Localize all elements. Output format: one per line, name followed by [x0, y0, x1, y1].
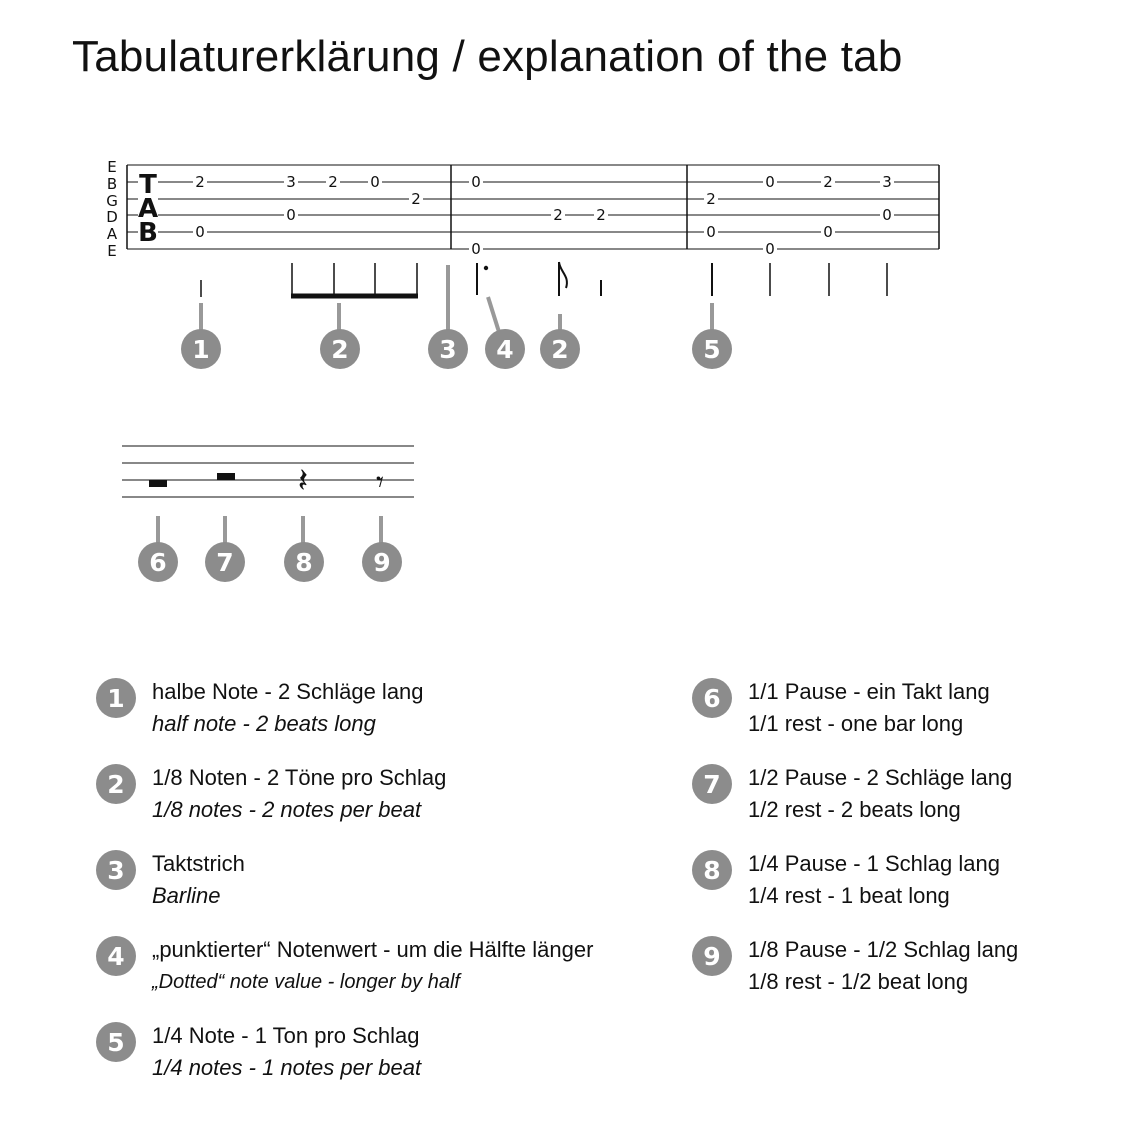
legend-text-de: 1/8 Noten - 2 Töne pro Schlag: [152, 765, 447, 790]
legend-text-en: 1/8 rest - 1/2 beat long: [748, 969, 969, 994]
legend-text-de: „punktierter“ Notenwert - um die Hälfte länger: [152, 937, 594, 962]
eighth-note-flag: [559, 262, 567, 288]
string-labels: [106, 158, 118, 260]
augmentation-dot: [484, 266, 488, 270]
string-label: G: [106, 192, 118, 210]
eighth-rest-icon: 𝄾: [376, 465, 384, 500]
half-rest-icon: [217, 473, 235, 480]
string-label: B: [106, 175, 118, 193]
fret-number: 2: [596, 206, 606, 224]
rest-symbols: [149, 461, 384, 501]
callouts-tab: [181, 329, 732, 369]
callout-number: 8: [295, 548, 313, 577]
rest-staff: [122, 446, 414, 497]
fret-number: 2: [195, 173, 205, 191]
legend-badge: 6: [692, 678, 732, 718]
legend-item-4: [96, 934, 686, 1020]
fret-number: 0: [471, 173, 481, 191]
legend-text-en: 1/1 rest - one bar long: [748, 711, 964, 736]
callout-number: 5: [703, 335, 721, 364]
legend-badge: 2: [96, 764, 136, 804]
string-label: A: [106, 225, 118, 243]
fret-number: 2: [328, 173, 338, 191]
legend-text-de: Taktstrich: [152, 851, 245, 876]
fret-number: 3: [286, 173, 296, 191]
legend-badge: 7: [692, 764, 732, 804]
callout-number: 7: [216, 548, 234, 577]
callout-number: 2: [331, 335, 349, 364]
legend-item-1: [96, 676, 686, 762]
legend-text-de: 1/2 Pause - 2 Schläge lang: [748, 765, 1013, 790]
fret-number: 0: [882, 206, 892, 224]
legend-item-6: [692, 676, 1112, 762]
legend-badge: 3: [96, 850, 136, 890]
legend-text-de: 1/4 Pause - 1 Schlag lang: [748, 851, 1000, 876]
fret-number: 2: [706, 190, 716, 208]
legend-text-en: 1/4 rest - 1 beat long: [748, 883, 950, 908]
legend-text-de: halbe Note - 2 Schläge lang: [152, 679, 424, 704]
legend-text-de: 1/8 Pause - 1/2 Schlag lang: [748, 937, 1019, 962]
quarter-rest-icon: 𝄽: [297, 461, 309, 501]
legend-item-9: [692, 934, 1112, 1020]
callouts-rest: [138, 542, 402, 582]
fret-number: 0: [370, 173, 380, 191]
rest-callout-leaders: [158, 516, 381, 545]
string-label: E: [107, 158, 117, 176]
legend-badge: 5: [96, 1022, 136, 1062]
fret-number: 2: [553, 206, 563, 224]
legend-item-2: [96, 762, 686, 848]
fret-number: 3: [882, 173, 892, 191]
callout-number: 3: [439, 335, 457, 364]
legend-text-en: Barline: [152, 883, 221, 908]
fret-number: 0: [195, 223, 205, 241]
legend-text-en: 1/8 notes - 2 notes per beat: [152, 797, 422, 822]
legend-badge: 4: [96, 936, 136, 976]
legend-item-3: [96, 848, 686, 934]
legend-item-7: [692, 762, 1112, 848]
callout-number: 9: [373, 548, 391, 577]
tab-letter-a: A: [137, 194, 159, 224]
fret-number: 0: [471, 240, 481, 258]
fret-number: 0: [765, 173, 775, 191]
fret-number: 0: [765, 240, 775, 258]
string-label: D: [106, 208, 118, 226]
legend-left: [96, 676, 686, 1106]
fret-number: 2: [823, 173, 833, 191]
rhythm-notation: [201, 262, 887, 298]
tab-staff: [127, 165, 939, 249]
barlines: [127, 165, 939, 249]
tab-clef: [138, 170, 158, 248]
callout-number: 4: [496, 335, 514, 364]
legend-text-en: 1/2 rest - 2 beats long: [748, 797, 961, 822]
legend-badge: 8: [692, 850, 732, 890]
tab-letter-t: T: [139, 170, 157, 200]
fret-number: 0: [823, 223, 833, 241]
callout-leaders: [201, 265, 712, 332]
callout-number: 2: [551, 335, 569, 364]
legend-item-5: [96, 1020, 686, 1106]
legend-badge: 1: [96, 678, 136, 718]
callout-number: 1: [192, 335, 210, 364]
legend-text-en: „Dotted“ note value - longer by half: [152, 971, 460, 993]
page-title: Tabulaturerklärung / explanation of the tab: [72, 32, 903, 81]
legend-text-en: half note - 2 beats long: [152, 711, 376, 736]
legend-text-de: 1/4 Note - 1 Ton pro Schlag: [152, 1023, 420, 1048]
legend-text-de: 1/1 Pause - ein Takt lang: [748, 679, 990, 704]
legend-text-en: 1/4 notes - 1 notes per beat: [152, 1055, 422, 1080]
legend-badge: 9: [692, 936, 732, 976]
legend-item-8: [692, 848, 1112, 934]
legend-right: [692, 676, 1112, 1020]
string-label: E: [107, 242, 117, 260]
fret-number: 2: [411, 190, 421, 208]
callout-number: 6: [149, 548, 167, 577]
fret-number: 0: [706, 223, 716, 241]
fret-number: 0: [286, 206, 296, 224]
whole-rest-icon: [149, 480, 167, 487]
tab-letter-b: B: [138, 218, 158, 248]
